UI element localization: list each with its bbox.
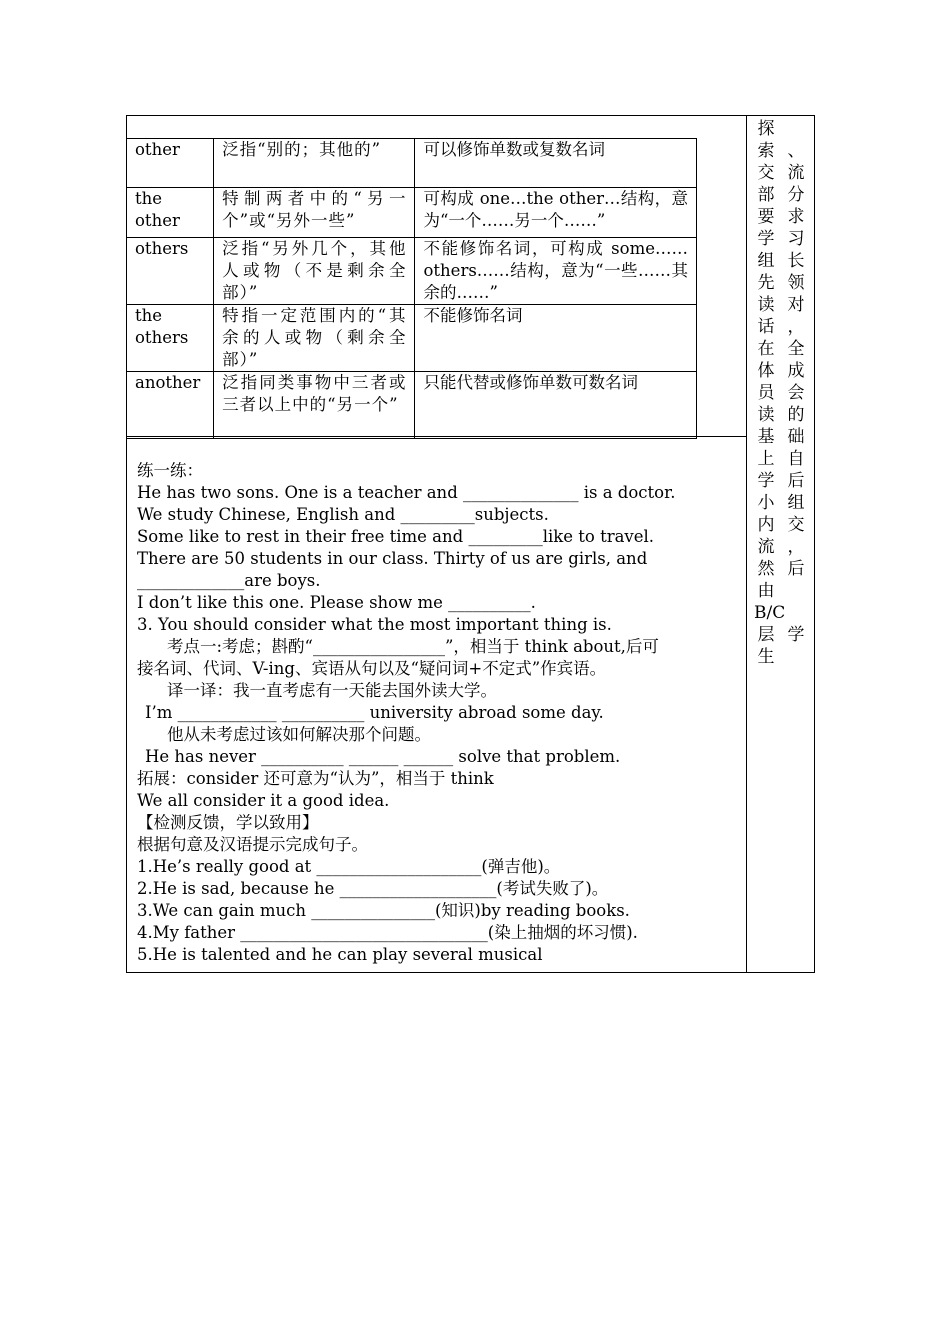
section-separator — [127, 436, 746, 437]
word-cell: other — [127, 139, 214, 188]
example-sentence: 3. You should consider what the most important thing is. — [137, 615, 612, 634]
exercise-line: 3.We can gain much _______________(知识)by reading books. — [137, 901, 630, 920]
table-row — [127, 305, 697, 372]
exercise-line: 1.He’s really good at ____________________(弹吉他)。 — [137, 857, 561, 876]
definition-cell: 泛指“另外几个，其他人或物（不是剩余全部）” — [214, 238, 415, 305]
example-sentence: We all consider it a good idea. — [137, 791, 390, 810]
word-cell: the other — [127, 188, 214, 238]
table-row — [127, 188, 697, 238]
exercise-line: 4.My father ______________________________(染上抽烟的坏习惯). — [137, 923, 638, 942]
definition-cell: 特制两者中的“另一个”或“另外一些” — [214, 188, 415, 238]
word-cell: the others — [127, 305, 214, 372]
translate-heading: 译一译：我一直考虑有一天能去国外读大学。 — [167, 681, 497, 700]
usage-cell: 不能修饰名词 — [415, 305, 697, 372]
table-row — [127, 372, 697, 439]
usage-cell: 可构成 one…the other…结构，意为“一个……另一个……” — [415, 188, 697, 238]
word-cell: others — [127, 238, 214, 305]
translate-prompt: 他从未考虑过该如何解决那个问题。 — [167, 725, 431, 744]
exercise-line: There are 50 students in our class. Thirty of us are girls, and — [137, 549, 648, 568]
exercise-line: 5.He is talented and he can play several musical — [137, 945, 543, 964]
exercise-line: 2.He is sad, because he ___________________(考试失败了)。 — [137, 879, 609, 898]
exercise-line: We study Chinese, English and _________subjects. — [137, 505, 549, 524]
practice-heading: 练一练： — [137, 461, 203, 480]
definition-cell: 泛指“别的；其他的” — [214, 139, 415, 188]
lesson-frame — [126, 115, 815, 973]
usage-cell: 只能代替或修饰单数可数名词 — [415, 372, 697, 439]
key-point-detail: 接名词、代词、V-ing、宾语从句以及“疑问词+不定式”作宾语。 — [137, 659, 607, 678]
table-row — [127, 238, 697, 305]
side-note-col-2: 、 流 分 求 习 长 领 对 ， 全 成 会 的 础 自 后 组 交 ， 后 学 — [787, 141, 805, 645]
exercise-line: I don’t like this one. Please show me __________. — [137, 593, 536, 612]
exercise-line: He has two sons. One is a teacher and ______________ is a doctor. — [137, 483, 676, 502]
word-cell: another — [127, 372, 214, 439]
exercise-line: _____________are boys. — [137, 571, 321, 590]
exercise-text — [137, 460, 737, 966]
definition-cell: 泛指同类事物中三者或三者以上中的“另一个” — [214, 372, 415, 439]
definition-cell: 特指一定范围内的“其余的人或物（剩余全部）” — [214, 305, 415, 372]
usage-cell: 不能修饰名词，可构成 some……others……结构，意为“一些……其余的……” — [415, 238, 697, 305]
translate-line: He has never __________ ______ ______ solve that problem. — [145, 747, 621, 766]
translate-line: I’m ____________ __________ university abroad some day. — [145, 703, 604, 722]
side-note-col-1: 探 索 交 部 要 学 组 先 读 话 在 体 员 读 基 上 学 小 内 流 然 由 B/C 层 生 — [754, 119, 786, 667]
extension-note: 拓展：consider 还可意为“认为”，相当于 think — [137, 769, 494, 788]
exercise-line: Some like to rest in their free time and _________like to travel. — [137, 527, 655, 546]
feedback-heading: 【检测反馈，学以致用】 — [137, 813, 319, 832]
column-divider — [746, 116, 747, 972]
instruction: 根据句意及汉语提示完成句子。 — [137, 835, 368, 854]
table-row — [127, 139, 697, 188]
usage-cell: 可以修饰单数或复数名词 — [415, 139, 697, 188]
key-point: 考点一:考虑；斟酌“________________”，相当于 think about,后可 — [167, 637, 659, 656]
word-usage-table — [127, 138, 697, 439]
